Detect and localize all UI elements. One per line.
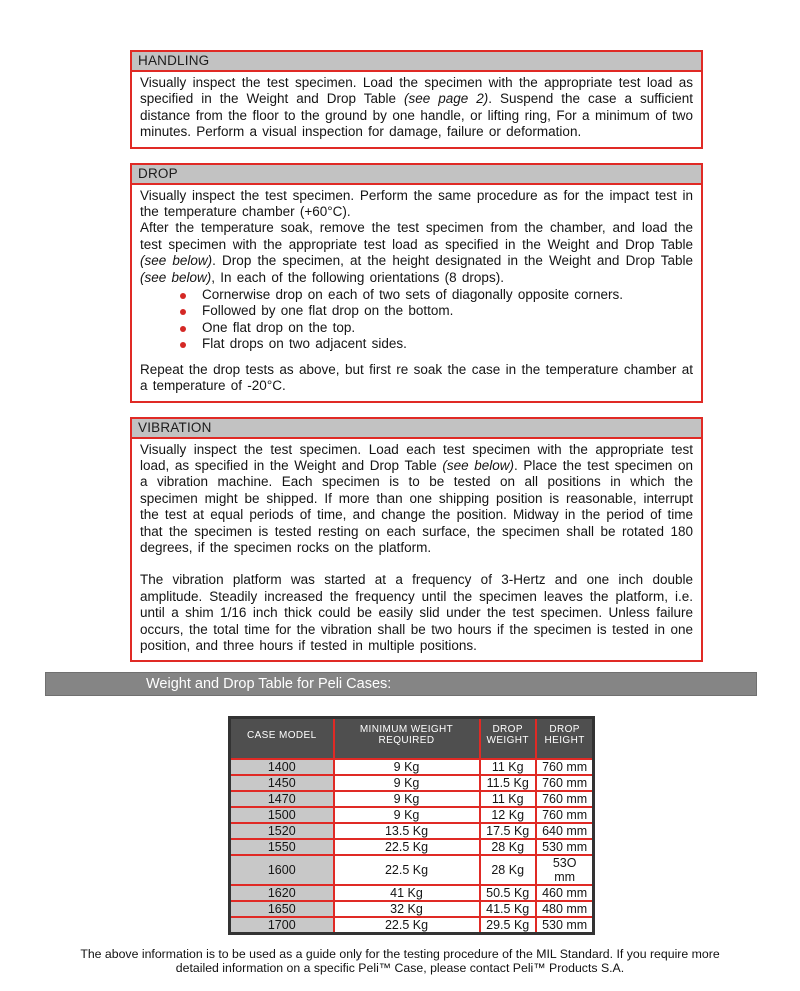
table-cell: 9 Kg xyxy=(334,775,480,791)
table-cell: 530 mm xyxy=(536,839,594,855)
table-cell: 11 Kg xyxy=(480,791,536,807)
paragraph xyxy=(140,75,693,141)
body-text: . Drop the specimen, at the height designated in the Weight and Drop Table xyxy=(212,253,693,269)
table-cell: 22.5 Kg xyxy=(334,855,480,885)
footer-note: The above information is to be used as a guide only for the testing procedure of the MIL Standard. If you require more detailed information on a specific Peli™ Case, please contact Peli™ Products S.A. xyxy=(80,947,720,976)
table-cell: 41 Kg xyxy=(334,885,480,901)
table-header-cell: CASE MODEL xyxy=(230,718,334,760)
table-row xyxy=(230,839,594,855)
weight-drop-table xyxy=(228,716,595,935)
italic-text: (see page 2) xyxy=(403,91,489,107)
weight-drop-table-header xyxy=(230,718,594,760)
body-text: The vibration platform was started at a frequency of 3-Hertz and one inch double amplitude. Steadily increased the frequency until the specimen leaves the platform, i.e. until a shim 1/16 inch thick could be easily slid under the test specimen. Unless failure occurs, the total time for the vibration shall be two hours if the specimen is tested in one position, and three hours if tested in multiple positions. xyxy=(140,572,693,653)
table-row xyxy=(230,807,594,823)
table-cell: 760 mm xyxy=(536,791,594,807)
table-cell: 50.5 Kg xyxy=(480,885,536,901)
table-cell: 530 mm xyxy=(536,917,594,934)
table-cell: 53O mm xyxy=(536,855,594,885)
case-model-cell: 1400 xyxy=(230,759,334,775)
case-model-cell: 1520 xyxy=(230,823,334,839)
table-row xyxy=(230,823,594,839)
section-vibration-body xyxy=(132,439,701,661)
bullet-list xyxy=(140,287,693,353)
table-cell: 9 Kg xyxy=(334,791,480,807)
section-drop-title: DROP xyxy=(132,165,701,185)
table-banner xyxy=(45,672,757,696)
table-cell: 760 mm xyxy=(536,807,594,823)
table-row xyxy=(230,775,594,791)
table-header-cell: MINIMUM WEIGHT REQUIRED xyxy=(334,718,480,760)
table-cell: 460 mm xyxy=(536,885,594,901)
paragraph xyxy=(140,188,693,221)
table-cell: 22.5 Kg xyxy=(334,917,480,934)
case-model-cell: 1450 xyxy=(230,775,334,791)
table-cell: 480 mm xyxy=(536,901,594,917)
table-cell: 9 Kg xyxy=(334,807,480,823)
case-model-cell: 1700 xyxy=(230,917,334,934)
paragraph xyxy=(140,362,693,395)
case-model-cell: 1650 xyxy=(230,901,334,917)
case-model-cell: 1600 xyxy=(230,855,334,885)
bullet-item: Followed by one flat drop on the bottom. xyxy=(202,303,693,319)
section-handling-title: HANDLING xyxy=(132,52,701,72)
body-text: , In each of the following orientations (8 drops). xyxy=(211,269,504,285)
paragraph xyxy=(140,442,693,557)
italic-text: (see below) xyxy=(442,457,515,473)
body-text: . Place the test specimen on a vibration machine. Each specimen is to be tested on all positions in which the specimen might be shipped. If more than one shipping position is reasonable, interrupt the test at equal periods of time, and change the position. Midway in the period of time that the specimen is tested resting on each surface, the specimen shall be rotated 180 degrees, if the specimen rocks on the platform. xyxy=(140,457,694,555)
section-vibration-title: VIBRATION xyxy=(132,419,701,439)
table-cell: 9 Kg xyxy=(334,759,480,775)
body-text: Repeat the drop tests as above, but first re soak the case in the temperature chamber at a temperature of -20°C. xyxy=(140,361,693,394)
table-cell: 13.5 Kg xyxy=(334,823,480,839)
section-handling-body xyxy=(132,72,701,147)
weight-drop-table-body xyxy=(230,759,594,934)
section-vibration xyxy=(130,417,703,663)
table-cell: 41.5 Kg xyxy=(480,901,536,917)
body-text: Visually inspect the test specimen. Load each test specimen with the appropriate test load, as specified in the Weight and Drop Table xyxy=(140,441,693,473)
table-cell: 22.5 Kg xyxy=(334,839,480,855)
table-banner-title: Weight and Drop Table for Peli Cases: xyxy=(146,676,392,693)
table-row xyxy=(230,855,594,885)
table-cell: 760 mm xyxy=(536,775,594,791)
paragraph xyxy=(140,572,693,654)
table-cell: 32 Kg xyxy=(334,901,480,917)
table-row xyxy=(230,885,594,901)
table-header-row xyxy=(230,718,594,760)
table-cell: 11 Kg xyxy=(480,759,536,775)
body-text: After the temperature soak, remove the test specimen from the chamber, and load the test specimen with the appropriate test load as specified in the Weight and Drop Table xyxy=(140,220,693,252)
body-text: Visually inspect the test specimen. Perform the same procedure as for the impact test in the temperature chamber (+60°C). xyxy=(140,187,693,220)
body-text: Visually inspect the test specimen. Load the specimen with the appropriate test load as specified in the Weight and Drop Table xyxy=(140,75,693,107)
table-row xyxy=(230,791,594,807)
bullet-item: One flat drop on the top. xyxy=(202,320,693,336)
table-header-cell: DROP HEIGHT xyxy=(536,718,594,760)
section-handling xyxy=(130,50,703,149)
case-model-cell: 1550 xyxy=(230,839,334,855)
table-cell: 28 Kg xyxy=(480,855,536,885)
case-model-cell: 1620 xyxy=(230,885,334,901)
table-row xyxy=(230,901,594,917)
case-model-cell: 1500 xyxy=(230,807,334,823)
section-drop xyxy=(130,163,703,403)
italic-text: (see below) xyxy=(140,253,213,269)
table-header-cell: DROP WEIGHT xyxy=(480,718,536,760)
table-cell: 640 mm xyxy=(536,823,594,839)
bullet-item: Flat drops on two adjacent sides. xyxy=(202,336,693,352)
table-cell: 12 Kg xyxy=(480,807,536,823)
section-drop-body xyxy=(132,185,701,401)
table-cell: 11.5 Kg xyxy=(480,775,536,791)
body-text: . Suspend the case a sufficient distance from the floor to the ground by one handle, or lifting ring, For a minimum of two minutes. Perform a visual inspection for damage, failure or deformation. xyxy=(140,91,693,140)
bullet-item: Cornerwise drop on each of two sets of diagonally opposite corners. xyxy=(202,287,693,303)
table-cell: 28 Kg xyxy=(480,839,536,855)
table-cell: 29.5 Kg xyxy=(480,917,536,934)
table-cell: 17.5 Kg xyxy=(480,823,536,839)
paragraph xyxy=(140,220,693,286)
table-cell: 760 mm xyxy=(536,759,594,775)
case-model-cell: 1470 xyxy=(230,791,334,807)
table-row xyxy=(230,917,594,934)
document-page xyxy=(0,50,800,991)
italic-text: (see below) xyxy=(140,269,212,285)
table-row xyxy=(230,759,594,775)
